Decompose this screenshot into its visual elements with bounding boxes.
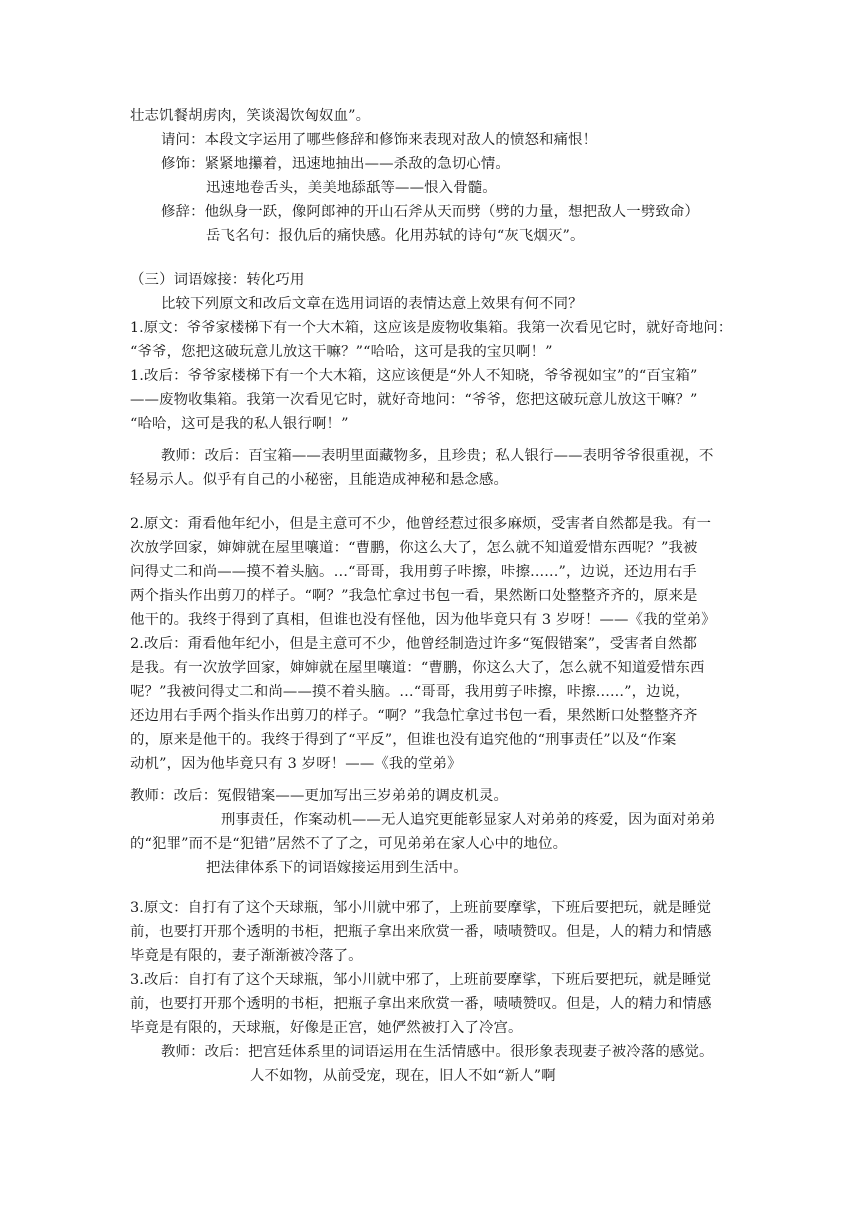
text-line: 刑事责任，作案动机——无人追究更能彰显家人对弟弟的疼爱，因为面对弟弟 <box>221 812 716 828</box>
text-line: 毕竟是有限的，天球瓶，好像是正宫，她俨然被打入了冷宫。 <box>130 1020 523 1036</box>
text-line: 呢？”我被问得丈二和尚——摸不着头脑。…“哥哥，我用剪子咔擦，咔擦......”，边说， <box>130 684 690 700</box>
text-line: 修辞：他纵身一跃，像阿郎神的开山石斧从天而劈（劈的力量，想把敌人一劈致命） <box>161 204 700 220</box>
text-line: ——废物收集箱。我第一次看见它时，就好奇地问：“爷爷，您把这破玩意儿放这干嘛？” <box>130 392 698 408</box>
text-line: 轻易示人。似乎有自己的小秘密，且能造成神秘和悬念感。 <box>130 472 509 488</box>
text-line: 把法律体系下的词语嫁接运用到生活中。 <box>206 860 468 876</box>
text-line: 3.改后：自打有了这个天球瓶，邹小川就中邪了，上班前要摩挲，下班后要把玩，就是睡觉 <box>130 972 712 988</box>
text-line: 是我。有一次放学回家，婶婶就在屋里嚷道：“曹鹏，你这么大了，怎么就不知道爱惜东西 <box>130 660 705 676</box>
text-line: 请问：本段文字运用了哪些修辞和修饰来表现对敌人的愤怒和痛恨！ <box>161 132 598 148</box>
text-line: 的，原来是他干的。我终于得到了“平反”，但谁也没有追究他的“刑事责任”以及“作案 <box>130 732 677 748</box>
text-line: 修饰：紧紧地攥着，迅速地抽出——杀敌的急切心情。 <box>161 156 510 172</box>
text-line: 2.改后：甭看他年纪小，但是主意可不少，他曾经制造过许多“冤假错案”，受害者自然都 <box>130 636 698 652</box>
text-line: 比较下列原文和改后文章在选用词语的表情达意上效果有何不同？ <box>161 296 583 312</box>
text-line: 动机”，因为他毕竟只有 3 岁呀！——《我的堂弟》 <box>130 756 462 772</box>
text-line: 两个指头作出剪刀的样子。“啊？”我急忙拿过书包一看，果然断口处整整齐齐的，原来是 <box>130 588 698 604</box>
text-line: 前，也要打开那个透明的书柜，把瓶子拿出来欣赏一番，啧啧赞叹。但是，人的精力和情感 <box>130 924 712 940</box>
text-line: 教师：改后：把宫廷体系里的词语运用在生活情感中。很形象表现妻子被冷落的感觉。 <box>161 1044 714 1060</box>
text-line: “哈哈，这可是我的私人银行啊！” <box>130 416 349 432</box>
text-line: 壮志饥餐胡虏肉，笑谈渴饮匈奴血”。 <box>130 108 371 124</box>
text-line: 的“犯罪”而不是“犯错”居然不了了之，可见弟弟在家人心中的地位。 <box>130 836 568 852</box>
text-line: 教师：改后：百宝箱——表明里面藏物多，且珍贵；私人银行——表明爷爷很重视，不 <box>161 448 714 464</box>
text-line: 他干的。我终于得到了真相，但谁也没有怪他，因为他毕竟只有 3 岁呀！——《我的堂弟》 <box>130 612 716 628</box>
text-line: 人不如物，从前受宠，现在，旧人不如“新人”啊 <box>250 1068 556 1084</box>
text-line: 迅速地卷舌头，美美地舔舐等——恨入骨髓。 <box>206 180 497 196</box>
text-line: 前，也要打开那个透明的书柜，把瓶子拿出来欣赏一番，啧啧赞叹。但是，人的精力和情感 <box>130 996 712 1012</box>
text-line: 1.改后：爷爷家楼梯下有一个大木箱，这应该便是“外人不知晓，爷爷视如宝”的“百宝箱” <box>130 368 698 384</box>
text-line: 岳飞名句：报仇后的痛快感。化用苏轼的诗句“灰飞烟灭”。 <box>206 228 585 244</box>
text-line: 问得丈二和尚——摸不着头脑。…“哥哥，我用剪子咔擦，咔擦......”，边说，还边用右手 <box>130 564 697 580</box>
section-heading: （三）词语嫁接：转化巧用 <box>130 272 305 288</box>
text-line: 次放学回家，婶婶就在屋里嚷道：“曹鹏，你这么大了，怎么就不知道爱惜东西呢？”我被 <box>130 540 698 556</box>
text-line: 还边用右手两个指头作出剪刀的样子。“啊？”我急忙拿过书包一看，果然断口处整整齐齐 <box>130 708 698 724</box>
text-line: 3.原文：自打有了这个天球瓶，邹小川就中邪了，上班前要摩挲，下班后要把玩，就是睡觉 <box>130 900 712 916</box>
text-line: “爷爷，您把这破玩意儿放这干嘛？”“哈哈，这可是我的宝贝啊！” <box>130 344 553 360</box>
text-line: 毕竟是有限的，妻子渐渐被冷落了。 <box>130 948 363 964</box>
text-line: 教师：改后：冤假错案——更加写出三岁弟弟的调皮机灵。 <box>130 788 509 804</box>
text-line: 1.原文：爷爷家楼梯下有一个大木箱，这应该是废物收集箱。我第一次看见它时，就好奇地问： <box>130 320 733 336</box>
text-line: 2.原文：甭看他年纪小，但是主意可不少，他曾经惹过很多麻烦，受害者自然都是我。有一 <box>130 516 712 532</box>
